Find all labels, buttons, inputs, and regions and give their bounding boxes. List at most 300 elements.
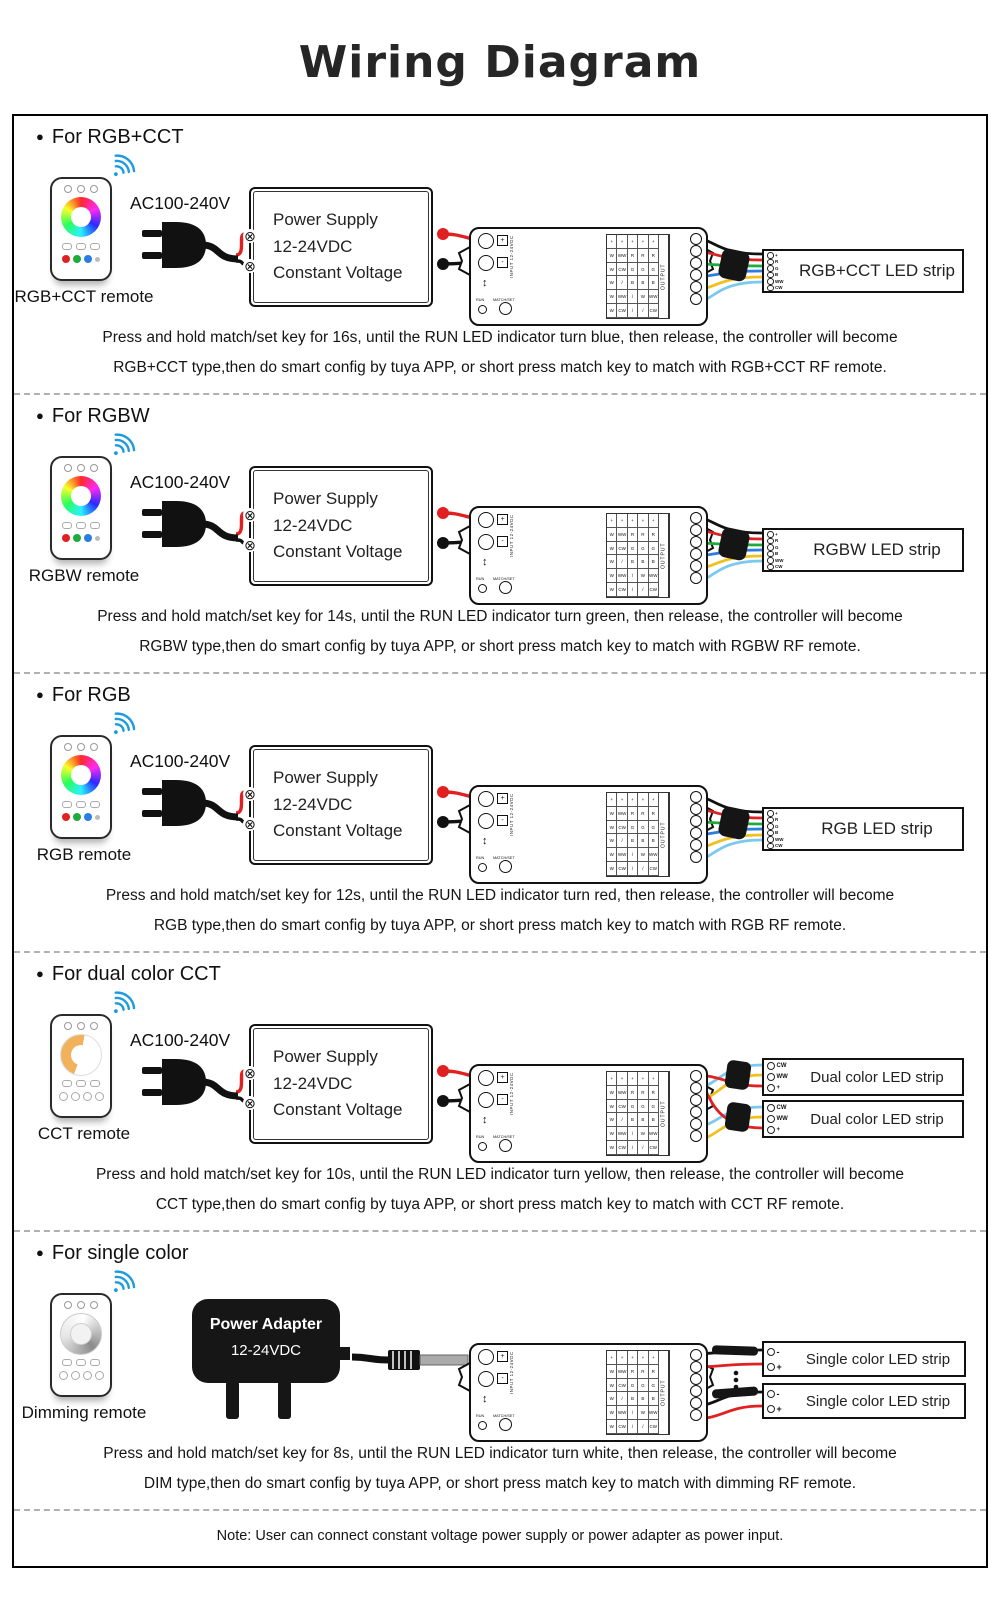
remote-label: CCT remote xyxy=(37,1124,131,1143)
output-terminal-table xyxy=(606,234,670,319)
strip-label: RGBW LED strip xyxy=(813,540,941,559)
output-mode-cell: WW xyxy=(649,848,659,862)
input-terminal xyxy=(478,1371,494,1387)
output-mode-cell: CW xyxy=(617,583,627,597)
output-mode-cell: G xyxy=(638,263,648,277)
strip-label: Dual color LED strip xyxy=(810,1068,944,1086)
remote-color-buttons xyxy=(52,1371,110,1380)
output-mode-cell: / xyxy=(638,1420,648,1434)
led-controller xyxy=(469,1343,708,1442)
section-rgb-cct xyxy=(14,116,986,395)
output-mode-cell: CW xyxy=(649,1420,659,1434)
strip-terminal: + xyxy=(767,1362,782,1372)
remote-color-buttons xyxy=(52,534,110,542)
output-mode-cell: G xyxy=(638,542,648,556)
input-terminal xyxy=(478,255,494,271)
plus-mark: + xyxy=(497,235,508,246)
instructions xyxy=(14,321,986,393)
output-mode-cell: W xyxy=(607,1379,617,1393)
remote-control xyxy=(50,735,112,839)
output-mode-cell: + xyxy=(628,1351,638,1365)
led-strip xyxy=(762,1058,964,1096)
antenna-icon: ↕ xyxy=(482,1114,488,1126)
output-mode-grid xyxy=(607,235,659,318)
remote-label: RGB+CCT remote xyxy=(14,287,154,306)
output-mode-cell: / xyxy=(628,569,638,583)
run-led xyxy=(478,584,487,593)
strip-label: Single color LED strip xyxy=(805,1350,951,1368)
remote-control xyxy=(50,1293,112,1397)
plug-slot xyxy=(142,219,238,276)
output-mode-cell: CW xyxy=(617,1141,627,1155)
output-mode-cell: R xyxy=(649,1365,659,1379)
wiring-diagram-area xyxy=(14,428,986,600)
output-mode-cell: B xyxy=(628,1113,638,1127)
input-label: INPUT 12-24VDC xyxy=(509,235,514,278)
output-mode-cell: WW xyxy=(617,1365,627,1379)
terminal-screw-icon: ⊗ xyxy=(244,1065,256,1081)
output-mode-cell: R xyxy=(638,1365,648,1379)
output-mode-cell: / xyxy=(638,304,648,318)
output-mode-cell: G xyxy=(638,1379,648,1393)
output-mode-cell: + xyxy=(617,793,627,807)
power-supply-box xyxy=(244,745,433,865)
match-set-button xyxy=(499,581,512,594)
ac-plug-icon xyxy=(142,777,238,829)
output-mode-cell: W xyxy=(638,848,648,862)
input-label: INPUT 12-24VDC xyxy=(509,514,514,557)
terminal-screw-icon: ⊗ xyxy=(244,1095,256,1111)
output-terminal-table xyxy=(606,1350,670,1435)
output-mode-cell: / xyxy=(628,1406,638,1420)
output-mode-cell: + xyxy=(649,235,659,249)
instruction-line: RGBW type,then do smart config by tuya APP, or short press match key to match with RGBW RF remote. xyxy=(139,638,861,655)
remote-mid-buttons xyxy=(52,801,110,808)
output-mode-cell: / xyxy=(617,1113,627,1127)
antenna-icon: ↕ xyxy=(482,277,488,289)
strip-terminal: B xyxy=(767,272,784,279)
match-set-label: MATCH/SET xyxy=(493,856,515,860)
output-mode-cell: / xyxy=(617,1392,627,1406)
output-mode-cell: + xyxy=(638,1351,648,1365)
led-strip xyxy=(762,1341,966,1377)
output-mode-cell: WW xyxy=(649,290,659,304)
output-mode-cell: B xyxy=(649,1113,659,1127)
output-mode-cell: B xyxy=(649,555,659,569)
wiring-diagram-area xyxy=(14,707,986,879)
strip-terminal: G xyxy=(767,823,784,830)
output-mode-cell: R xyxy=(628,1365,638,1379)
output-mode-cell: / xyxy=(638,583,648,597)
remote-color-buttons xyxy=(52,255,110,263)
output-mode-cell: WW xyxy=(649,1406,659,1420)
output-mode-cell: + xyxy=(638,235,648,249)
input-label: INPUT 12-24VDC xyxy=(509,1351,514,1394)
section-title: For RGB+CCT xyxy=(51,126,184,148)
minus-mark: - xyxy=(497,257,508,268)
ac-plug-icon xyxy=(142,1056,238,1108)
output-mode-cell: R xyxy=(638,249,648,263)
output-mode-cell: W xyxy=(607,1127,617,1141)
output-mode-cell: R xyxy=(638,528,648,542)
run-led-label: RUN xyxy=(476,856,485,860)
output-mode-cell: + xyxy=(607,793,617,807)
output-mode-cell: CW xyxy=(617,1420,627,1434)
plus-mark: + xyxy=(497,1072,508,1083)
output-mode-cell: G xyxy=(638,821,648,835)
output-mode-cell: B xyxy=(638,276,648,290)
output-mode-cell: W xyxy=(607,569,617,583)
instruction-line: CCT type,then do smart config by tuya APP, or short press match key to match with CCT RF remote. xyxy=(155,1196,845,1213)
output-mode-cell: R xyxy=(649,807,659,821)
output-mode-cell: WW xyxy=(617,249,627,263)
strip-terminal: CW xyxy=(767,285,784,292)
output-mode-cell: B xyxy=(649,834,659,848)
section-title: For RGBW xyxy=(51,405,150,427)
output-mode-cell: CW xyxy=(649,583,659,597)
adapter-cable-exit xyxy=(336,1347,350,1360)
input-terminal xyxy=(478,791,494,807)
output-mode-cell: + xyxy=(638,793,648,807)
output-terminals xyxy=(690,1349,702,1421)
output-mode-cell: G xyxy=(649,821,659,835)
remote-slot xyxy=(50,1293,112,1397)
output-mode-cell: B xyxy=(638,834,648,848)
output-mode-cell: W xyxy=(607,821,617,835)
output-mode-cell: B xyxy=(649,1392,659,1406)
run-led xyxy=(478,863,487,872)
output-mode-cell: / xyxy=(628,1420,638,1434)
remote-color-buttons xyxy=(52,1092,110,1101)
output-mode-cell: + xyxy=(628,1072,638,1086)
run-led xyxy=(478,1142,487,1151)
input-terminal xyxy=(478,512,494,528)
power-supply-box xyxy=(244,1024,433,1144)
match-set-button xyxy=(499,1418,512,1431)
output-terminal-table xyxy=(606,1071,670,1156)
color-wheel xyxy=(60,1313,102,1355)
plug-slot xyxy=(142,1056,238,1113)
led-strip xyxy=(762,1100,964,1138)
plus-mark: + xyxy=(497,793,508,804)
ac-voltage-label: AC100-240V xyxy=(130,472,231,492)
strip-terminal: G xyxy=(767,265,784,272)
remote-control xyxy=(50,456,112,560)
output-mode-cell: W xyxy=(638,290,648,304)
strip-terminal: WW xyxy=(767,278,784,285)
controller-slot xyxy=(469,506,708,605)
output-mode-cell: W xyxy=(607,542,617,556)
output-mode-cell: R xyxy=(628,249,638,263)
output-mode-cell: R xyxy=(649,1086,659,1100)
section-single-color xyxy=(14,1232,986,1511)
output-mode-grid xyxy=(607,793,659,876)
output-mode-cell: W xyxy=(638,569,648,583)
output-mode-cell: G xyxy=(628,1100,638,1114)
led-strip xyxy=(762,528,964,572)
output-mode-cell: G xyxy=(628,821,638,835)
match-set-label: MATCH/SET xyxy=(493,577,515,581)
run-led-label: RUN xyxy=(476,577,485,581)
output-mode-cell: W xyxy=(607,862,617,876)
terminal-screw-icon: ⊗ xyxy=(244,537,256,553)
output-mode-cell: B xyxy=(628,834,638,848)
section-rgb xyxy=(14,674,986,953)
strip-terminal: B xyxy=(767,830,784,837)
output-mode-cell: + xyxy=(607,235,617,249)
output-terminals xyxy=(690,233,702,305)
instruction-line: Press and hold match/set key for 12s, until the RUN LED indicator turn red, then release, the controller will become xyxy=(105,887,895,904)
instructions xyxy=(14,879,986,951)
output-mode-cell: R xyxy=(649,249,659,263)
output-mode-cell: W xyxy=(607,1406,617,1420)
led-controller xyxy=(469,785,708,884)
match-set-label: MATCH/SET xyxy=(493,1135,515,1139)
match-set-button xyxy=(499,860,512,873)
strip-terminal: CW xyxy=(767,1062,788,1070)
instructions xyxy=(14,1158,986,1230)
output-mode-cell: B xyxy=(638,1392,648,1406)
output-mode-cell: R xyxy=(649,528,659,542)
output-terminals xyxy=(690,512,702,584)
color-wheel xyxy=(61,476,101,516)
strip-terminal: - xyxy=(767,1389,782,1399)
instruction-line: Press and hold match/set key for 16s, until the RUN LED indicator turn blue, then release, the controller will become xyxy=(102,329,898,346)
output-mode-cell: / xyxy=(628,848,638,862)
output-mode-cell: W xyxy=(607,1420,617,1434)
output-mode-cell: / xyxy=(638,862,648,876)
psu-slot xyxy=(244,466,433,586)
strip-terminal: + xyxy=(767,1126,788,1134)
output-mode-cell: + xyxy=(638,514,648,528)
strip-terminal: + xyxy=(767,252,784,259)
minus-mark: - xyxy=(497,1094,508,1105)
output-mode-cell: W xyxy=(607,528,617,542)
output-mode-cell: / xyxy=(628,862,638,876)
output-mode-cell: WW xyxy=(617,528,627,542)
section-cct xyxy=(14,953,986,1232)
strip-label: Single color LED strip xyxy=(805,1392,951,1410)
section-title: For RGB xyxy=(51,684,131,706)
power-supply-text: Power Supply 12-24VDC Constant Voltage xyxy=(273,768,403,841)
remote-mid-buttons xyxy=(52,522,110,529)
minus-mark: - xyxy=(497,1373,508,1384)
output-mode-cell: CW xyxy=(617,1379,627,1393)
remote-slot xyxy=(50,177,112,281)
power-supply-text: Power Supply 12-24VDC Constant Voltage xyxy=(273,1047,403,1120)
input-label: INPUT 12-24VDC xyxy=(509,1072,514,1115)
output-mode-cell: W xyxy=(607,276,617,290)
strip-terminal: CW xyxy=(767,564,784,571)
controller-slot xyxy=(469,227,708,326)
output-mode-cell: B xyxy=(638,555,648,569)
output-mode-cell: + xyxy=(649,514,659,528)
ac-voltage-label: AC100-240V xyxy=(130,1030,231,1050)
output-mode-cell: G xyxy=(649,1379,659,1393)
output-mode-cell: / xyxy=(628,304,638,318)
terminal-screw-icon: ⊗ xyxy=(244,786,256,802)
output-label: OUTPUT xyxy=(659,793,669,876)
strip-terminal: CW xyxy=(767,1104,788,1112)
output-terminal-table xyxy=(606,513,670,598)
strip-terminal: + xyxy=(767,810,784,817)
instruction-line: Press and hold match/set key for 10s, until the RUN LED indicator turn yellow, then release, the controller will become xyxy=(95,1166,905,1183)
remote-control xyxy=(50,1014,112,1118)
color-wheel xyxy=(61,755,101,795)
output-mode-cell: G xyxy=(649,542,659,556)
output-mode-cell: + xyxy=(607,1072,617,1086)
output-mode-cell: WW xyxy=(649,1127,659,1141)
adapter-prong xyxy=(226,1381,239,1419)
output-mode-cell: WW xyxy=(617,1127,627,1141)
input-terminal xyxy=(478,813,494,829)
page-title: Wiring Diagram xyxy=(298,37,702,88)
output-mode-cell: R xyxy=(638,807,648,821)
output-mode-cell: B xyxy=(638,1113,648,1127)
output-mode-cell: W xyxy=(607,1141,617,1155)
output-mode-cell: CW xyxy=(617,304,627,318)
section-title: For single color xyxy=(51,1242,189,1264)
power-supply-box xyxy=(244,466,433,586)
output-mode-cell: CW xyxy=(649,304,659,318)
input-label: INPUT 12-24VDC xyxy=(509,793,514,836)
output-mode-cell: B xyxy=(628,555,638,569)
output-mode-cell: G xyxy=(649,263,659,277)
bullet-icon: ● xyxy=(36,966,44,981)
minus-mark: - xyxy=(497,536,508,547)
output-mode-cell: W xyxy=(607,834,617,848)
led-controller xyxy=(469,506,708,605)
output-label: OUTPUT xyxy=(659,235,669,318)
output-mode-cell: WW xyxy=(617,290,627,304)
output-mode-cell: G xyxy=(628,1379,638,1393)
output-mode-grid xyxy=(607,1351,659,1434)
strip-label: Dual color LED strip xyxy=(810,1110,944,1128)
output-mode-cell: W xyxy=(607,304,617,318)
plug-slot xyxy=(142,777,238,834)
output-terminal-table xyxy=(606,792,670,877)
output-mode-cell: / xyxy=(628,1141,638,1155)
ac-voltage-label: AC100-240V xyxy=(130,193,231,213)
output-label: OUTPUT xyxy=(659,1351,669,1434)
strip-terminal: + xyxy=(767,1404,782,1414)
led-controller xyxy=(469,1064,708,1163)
remote-control xyxy=(50,177,112,281)
match-set-label: MATCH/SET xyxy=(493,1414,515,1418)
bullet-icon: ● xyxy=(36,1245,44,1260)
led-strip xyxy=(762,249,964,293)
strip-label: RGB LED strip xyxy=(821,819,933,838)
output-mode-cell: CW xyxy=(649,862,659,876)
output-mode-cell: CW xyxy=(617,1100,627,1114)
output-mode-cell: G xyxy=(628,542,638,556)
output-mode-cell: / xyxy=(628,290,638,304)
output-label: OUTPUT xyxy=(659,1072,669,1155)
output-mode-cell: + xyxy=(628,793,638,807)
remote-label: RGBW remote xyxy=(28,566,140,585)
output-mode-cell: + xyxy=(607,514,617,528)
terminal-screw-icon: ⊗ xyxy=(244,816,256,832)
output-mode-cell: CW xyxy=(649,1141,659,1155)
wiring-diagram-area xyxy=(14,986,986,1158)
output-mode-cell: CW xyxy=(617,862,627,876)
remote-mid-buttons xyxy=(52,1080,110,1087)
section-rgbw xyxy=(14,395,986,674)
output-mode-grid xyxy=(607,514,659,597)
output-mode-cell: WW xyxy=(649,569,659,583)
color-wheel xyxy=(61,197,101,237)
remote-top-buttons xyxy=(52,1301,110,1309)
input-terminal xyxy=(478,1349,494,1365)
output-mode-cell: / xyxy=(617,555,627,569)
output-mode-cell: R xyxy=(628,807,638,821)
output-mode-cell: W xyxy=(607,1100,617,1114)
input-terminal xyxy=(478,1092,494,1108)
match-set-label: MATCH/SET xyxy=(493,298,515,302)
section-title: For dual color CCT xyxy=(51,963,221,985)
led-strip xyxy=(762,1383,966,1419)
remote-slot xyxy=(50,735,112,839)
output-mode-cell: W xyxy=(607,555,617,569)
remote-top-buttons xyxy=(52,464,110,472)
remote-label: RGB remote xyxy=(36,845,132,864)
output-terminals xyxy=(690,791,702,863)
run-led xyxy=(478,1421,487,1430)
output-mode-cell: / xyxy=(628,1127,638,1141)
strip-terminal: R xyxy=(767,538,784,545)
output-mode-cell: + xyxy=(617,514,627,528)
output-mode-cell: WW xyxy=(617,1406,627,1420)
output-mode-cell: G xyxy=(628,263,638,277)
run-led xyxy=(478,305,487,314)
output-mode-cell: G xyxy=(649,1100,659,1114)
controller-slot xyxy=(469,1343,708,1442)
output-mode-cell: / xyxy=(638,1141,648,1155)
input-terminal xyxy=(478,233,494,249)
match-set-button xyxy=(499,302,512,315)
antenna-icon: ↕ xyxy=(482,556,488,568)
output-mode-cell: + xyxy=(628,235,638,249)
strip-terminal: B xyxy=(767,551,784,558)
output-mode-cell: WW xyxy=(617,1086,627,1100)
strip-terminal: WW xyxy=(767,836,784,843)
ac-voltage-label: AC100-240V xyxy=(130,751,231,771)
output-mode-cell: W xyxy=(607,1392,617,1406)
antenna-icon: ↕ xyxy=(482,1393,488,1405)
output-mode-cell: R xyxy=(638,1086,648,1100)
output-mode-cell: WW xyxy=(617,807,627,821)
plus-mark: + xyxy=(497,514,508,525)
wiring-diagram-area xyxy=(14,1265,986,1437)
output-mode-cell: W xyxy=(638,1406,648,1420)
terminal-screw-icon: ⊗ xyxy=(244,228,256,244)
output-label: OUTPUT xyxy=(659,514,669,597)
controller-slot xyxy=(469,785,708,884)
strip-terminal: WW xyxy=(767,1115,788,1123)
instructions xyxy=(14,600,986,672)
instruction-line: RGB+CCT type,then do smart config by tuya APP, or short press match key to match with RGB+CCT RF remote. xyxy=(113,359,887,376)
output-mode-cell: W xyxy=(638,1127,648,1141)
output-mode-cell: R xyxy=(628,1086,638,1100)
output-mode-cell: + xyxy=(638,1072,648,1086)
output-mode-cell: + xyxy=(628,514,638,528)
bullet-icon: ● xyxy=(36,408,44,423)
output-mode-cell: W xyxy=(607,290,617,304)
output-mode-cell: + xyxy=(649,1072,659,1086)
instruction-line: RGB type,then do smart config by tuya APP, or short press match key to match with RGB RF remote. xyxy=(153,917,847,934)
strip-terminal: - xyxy=(767,1347,782,1357)
run-led-label: RUN xyxy=(476,1135,485,1139)
